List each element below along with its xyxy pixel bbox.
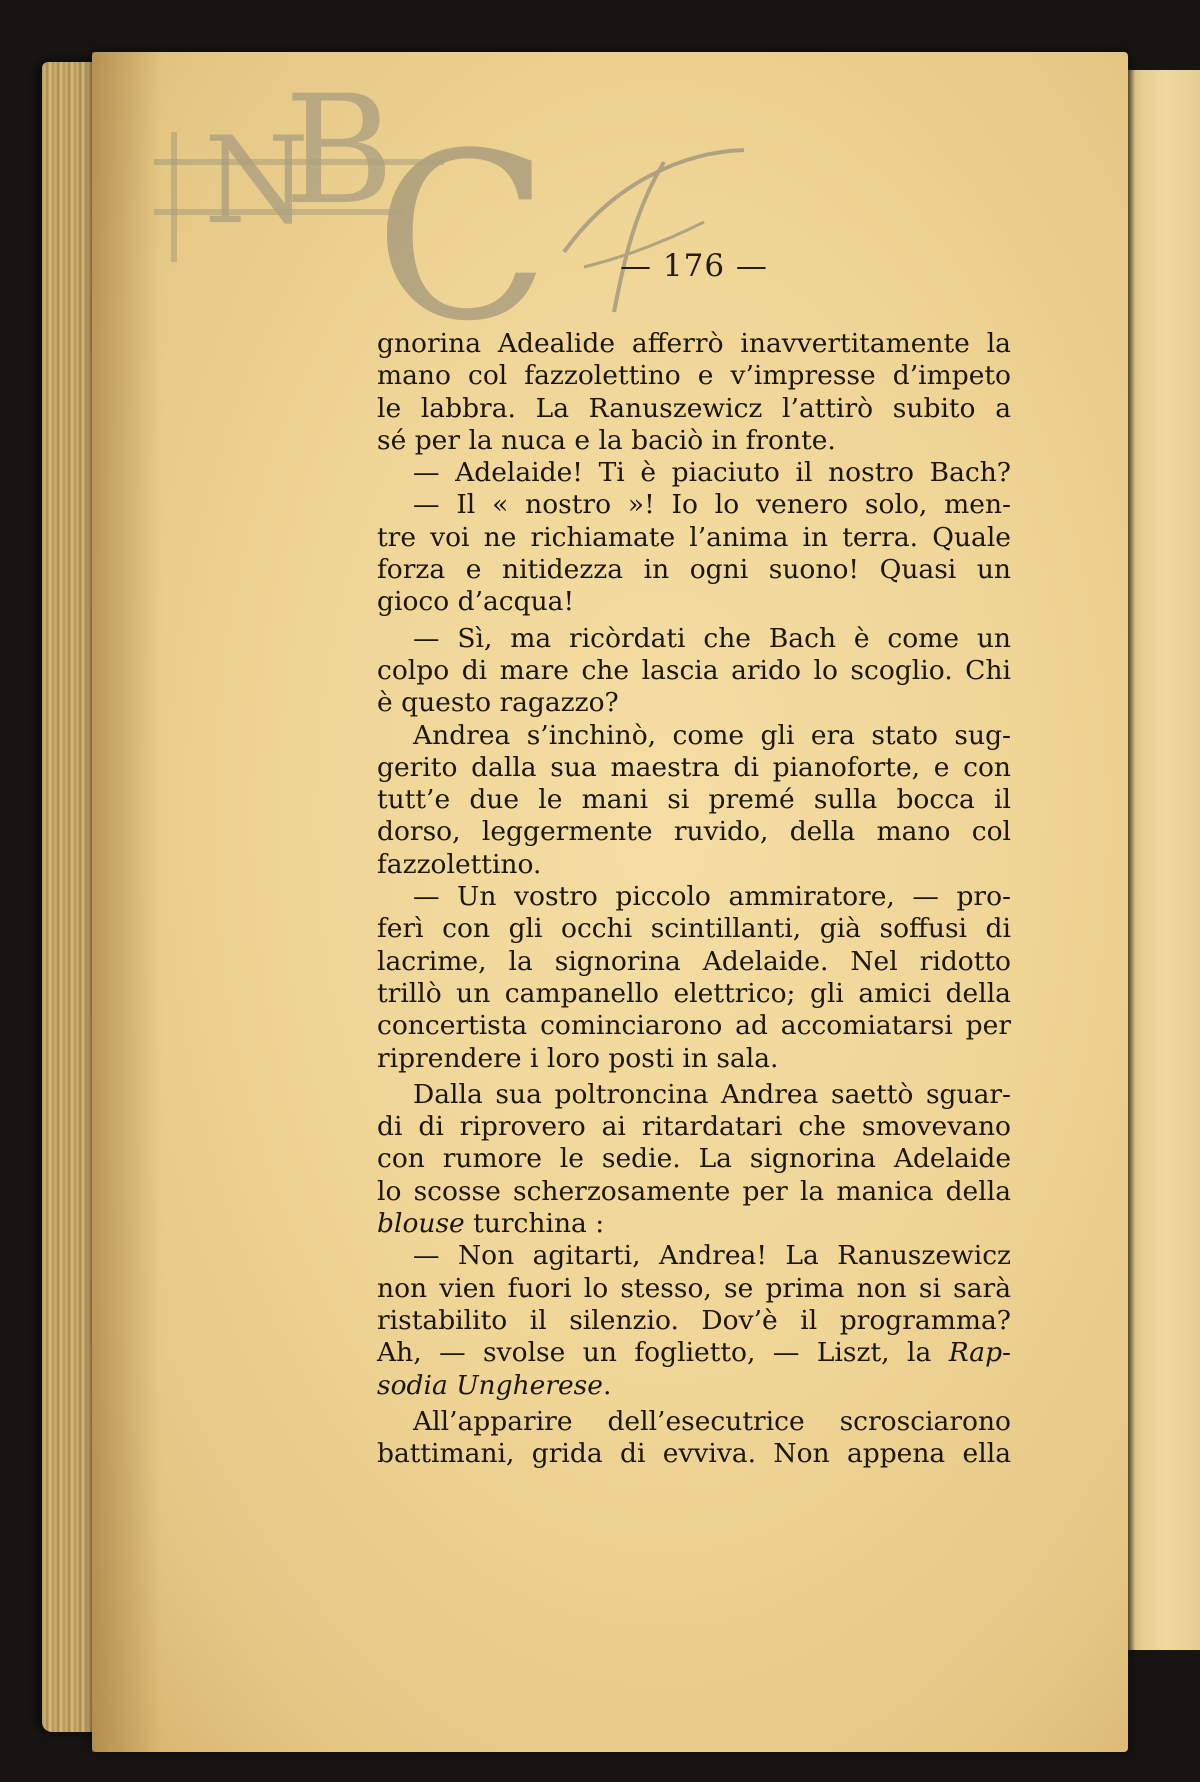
svg-text:N: N: [204, 112, 309, 251]
text-line: — Sì, ma ricòrdati che Bach è come un: [413, 622, 1011, 654]
text-line: ristabilito il silenzio. Dov’è il programma?: [377, 1304, 1011, 1336]
text-line: dorso, leggermente ruvido, della mano col: [377, 816, 1011, 848]
paragraph: [377, 1240, 1011, 1272]
text-line: gerito dalla sua maestra di pianoforte, e con: [377, 751, 1011, 783]
text-line: tutt’e due le mani si premé sulla bocca il: [377, 784, 1011, 816]
paragraph: [377, 328, 1011, 457]
text-line: — Adelaide! Ti è piaciuto il nostro Bach?: [413, 457, 1011, 489]
paragraph-continued: [377, 913, 1011, 1074]
svg-text:B: B: [284, 92, 395, 238]
text-fragment: turchina :: [464, 1208, 605, 1240]
paragraph: [377, 1079, 1011, 1111]
bncf-watermark-logo: [144, 92, 794, 352]
paragraph-continued: [377, 1111, 1011, 1240]
text-line: lacrime, la signorina Adelaide. Nel ridotto: [377, 945, 1011, 977]
paragraph: [377, 489, 1011, 521]
right-page-edge: [1125, 70, 1200, 1650]
text-line: forza e nitidezza in ogni suono! Quasi un: [377, 554, 1011, 586]
text-line: concertista cominciarono ad accomiatarsi per: [377, 1010, 1011, 1042]
text-line: All’apparire dell’esecutrice scrosciarono: [413, 1405, 1011, 1437]
text-line: non vien fuori lo stesso, se prima non si sarà: [377, 1272, 1011, 1304]
svg-text:C: C: [374, 105, 550, 352]
italic-word: Rap-: [948, 1337, 1011, 1369]
text-line: — Un vostro piccolo ammiratore, — pro-: [413, 881, 1011, 913]
text-line: le labbra. La Ranuszewicz l’attirò subito a: [377, 392, 1011, 424]
paragraph: [377, 457, 1011, 489]
text-line: è questo ragazzo?: [377, 687, 619, 719]
text-line: trillò un campanello elettrico; gli amici della: [377, 977, 1011, 1009]
text-line: battimani, grida di evviva. Non appena ella: [377, 1438, 1011, 1470]
italic-word: blouse: [377, 1208, 465, 1240]
text-line: di di riprovero ai ritardatari che smovevano: [377, 1111, 1011, 1143]
text-line: fazzolettino.: [377, 848, 542, 880]
paragraph: [377, 1406, 1011, 1438]
text-fragment: Ah, — svolse un foglietto, — Liszt, la: [377, 1337, 949, 1369]
text-line: sé per la nuca e la baciò in fronte.: [377, 424, 836, 456]
italic-word: sodia Ungherese: [377, 1369, 603, 1401]
text-fragment: .: [602, 1369, 612, 1401]
text-line: riprendere i loro posti in sala.: [377, 1042, 779, 1074]
text-line: tre voi ne richiamate l’anima in terra. Quale: [377, 521, 1011, 553]
text-line: gnorina Adealide afferrò inavvertitamente la: [377, 328, 1011, 359]
paragraph: [377, 881, 1011, 913]
text-line: colpo di mare che lascia arido lo scoglio. Chi: [377, 654, 1011, 686]
paragraph: [377, 623, 1011, 655]
text-line: mano col fazzolettino e v’impresse d’impeto: [377, 360, 1011, 392]
text-line: [377, 1337, 1011, 1369]
text-line: lo scosse scherzosamente per la manica della: [377, 1175, 1011, 1207]
text-line: — Non agitarti, Andrea! La Ranuszewicz: [413, 1240, 1011, 1272]
paragraph: [377, 720, 1011, 752]
text-line: con rumore le sedie. La signorina Adelaide: [377, 1143, 1011, 1175]
text-line: — Il « nostro »! Io lo venero solo, men-: [413, 489, 1011, 521]
paragraph-continued: [377, 1273, 1011, 1402]
text-line: [377, 1370, 1011, 1402]
text-line: Andrea s’inchinò, come gli era stato sug-: [413, 719, 1011, 751]
paragraph-continued: [377, 752, 1011, 881]
page-number: — 176 —: [620, 248, 768, 284]
text-line: [377, 1208, 1011, 1240]
paragraph-continued: [377, 1438, 1011, 1470]
text-line: ferì con gli occhi scintillanti, già soffusi di: [377, 913, 1011, 945]
book-page: [92, 52, 1128, 1752]
paragraph-continued: [377, 655, 1011, 720]
paragraph-continued: [377, 522, 1011, 619]
text-line: gioco d’acqua!: [377, 586, 575, 618]
text-line: Dalla sua poltroncina Andrea saettò sguar-: [413, 1078, 1011, 1110]
body-text: [377, 328, 1011, 1470]
